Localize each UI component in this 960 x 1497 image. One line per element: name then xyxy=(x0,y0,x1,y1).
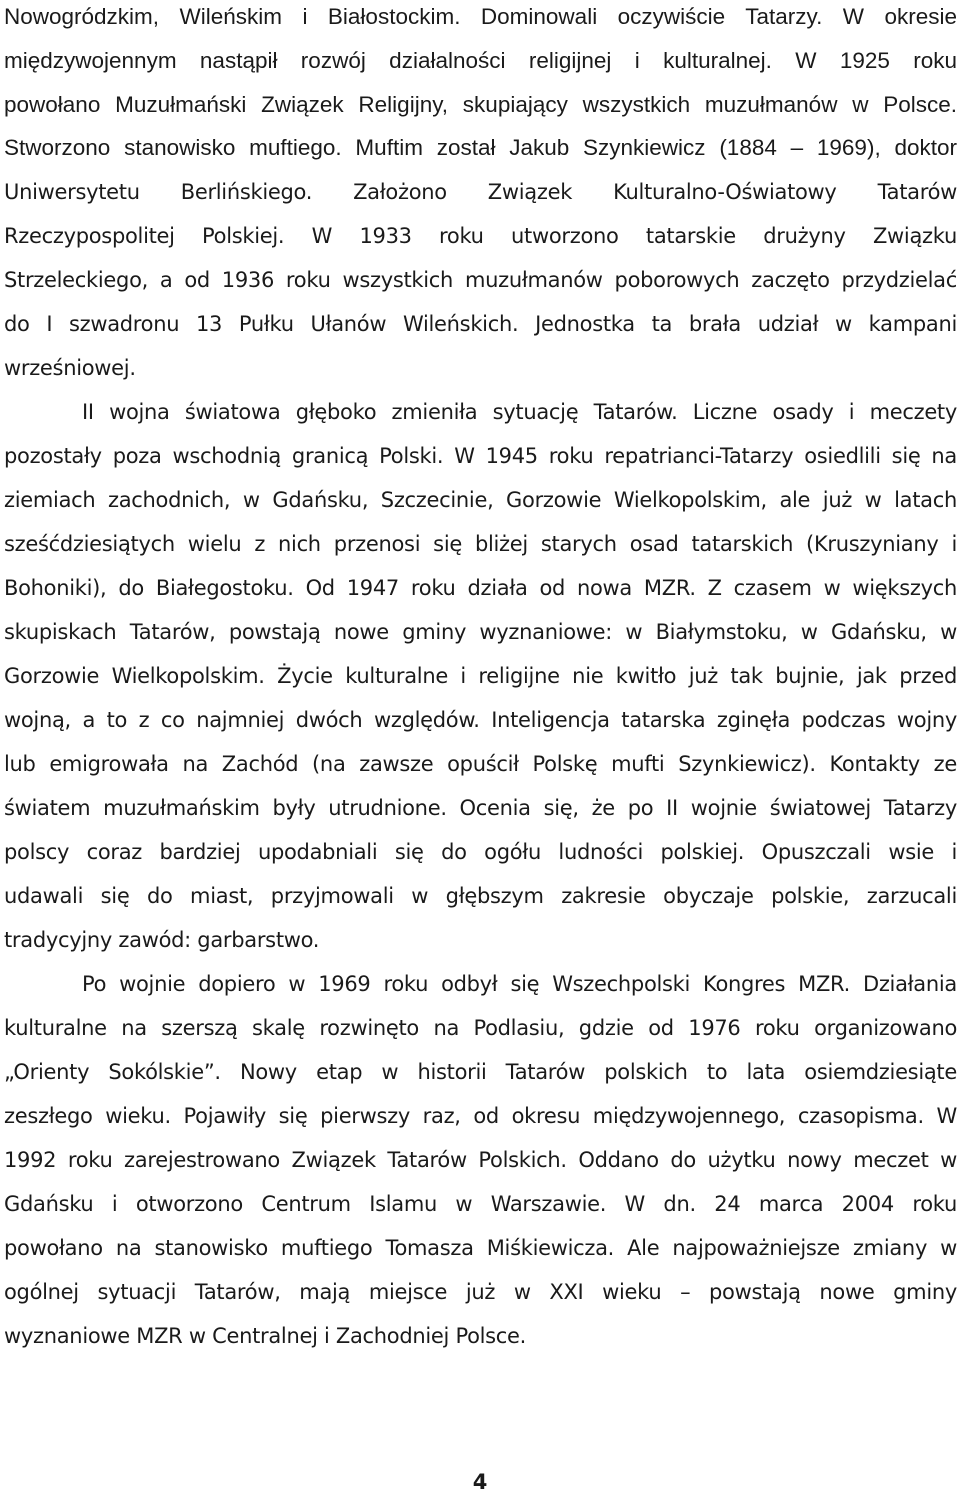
text-line: wyznaniowe MZR w Centralnej i Zachodniej Polsce. xyxy=(4,1324,527,1348)
text-line: „Orienty Sokólskie”. Nowy etap w historii Tatarów polskich to lata osiemdziesiąte xyxy=(4,1060,957,1084)
text-line: polscy coraz bardziej upodabniali się do ogółu ludności polskiej. Opuszczali wsie i xyxy=(4,840,957,864)
text-line: ziemiach zachodnich, w Gdańsku, Szczecinie, Gorzowie Wielkopolskim, ale już w latach xyxy=(4,488,957,512)
text-line: powołano Muzułmański Związek Religijny, skupiający wszystkich muzułmanów w Polsce. xyxy=(4,92,957,117)
text-line: sześćdziesiątych wielu z nich przenosi się bliżej starych osad tatarskich (Kruszyniany i xyxy=(4,532,957,556)
text-line: do I szwadronu 13 Pułku Ułanów Wileńskich. Jednostka ta brała udział w kampani xyxy=(4,312,957,336)
page-number: 4 xyxy=(472,1470,488,1494)
text-line: kulturalne na szerszą skalę rozwinęto na Podlasiu, gdzie od 1976 roku organizowano xyxy=(4,1016,957,1040)
text-line: międzywojennym nastąpił rozwój działalności religijnej i kulturalnej. W 1925 roku xyxy=(4,48,957,73)
text-line: Po wojnie dopiero w 1969 roku odbył się Wszechpolski Kongres MZR. Działania xyxy=(82,972,957,996)
text-line: II wojna światowa głęboko zmieniła sytuację Tatarów. Liczne osady i meczety xyxy=(82,400,957,424)
text-line: Rzeczypospolitej Polskiej. W 1933 roku utworzono tatarskie drużyny Związku xyxy=(4,224,957,248)
text-line: Strzeleckiego, a od 1936 roku wszystkich muzułmanów poborowych zaczęto przydzielać xyxy=(4,268,957,292)
text-line: powołano na stanowisko muftiego Tomasza Miśkiewicza. Ale najpoważniejsze zmiany w xyxy=(4,1236,957,1260)
text-line: lub emigrowała na Zachód (na zawsze opuścił Polskę mufti Szynkiewicz). Kontakty ze xyxy=(4,752,957,776)
text-line: 1992 roku zarejestrowano Związek Tatarów Polskich. Oddano do użytku nowy meczet w xyxy=(4,1148,957,1172)
text-line: Uniwersytetu Berlińskiego. Założono Związek Kulturalno-Oświatowy Tatarów xyxy=(4,180,957,204)
text-line: pozostały poza wschodnią granicą Polski. W 1945 roku repatrianci-Tatarzy osiedlili się na xyxy=(4,444,957,468)
text-line: skupiskach Tatarów, powstają nowe gminy wyznaniowe: w Białymstoku, w Gdańsku, w xyxy=(4,620,957,644)
text-line: wojną, a to z co najmniej dwóch względów. Inteligencja tatarska zginęła podczas wojny xyxy=(4,708,957,732)
text-line: Bohoniki), do Białegostoku. Od 1947 roku działa od nowa MZR. Z czasem w większych xyxy=(4,576,957,600)
text-line: tradycyjny zawód: garbarstwo. xyxy=(4,928,320,952)
text-line: wrześniowej. xyxy=(4,356,136,380)
text-line: ogólnej sytuacji Tatarów, mają miejsce już w XXI wieku – powstają nowe gminy xyxy=(4,1280,957,1304)
text-line: światem muzułmańskim były utrudnione. Ocenia się, że po II wojnie światowej Tatarzy xyxy=(4,796,957,820)
text-line: Gdańsku i otworzono Centrum Islamu w Warszawie. W dn. 24 marca 2004 roku xyxy=(4,1192,957,1216)
text-line: zeszłego wieku. Pojawiły się pierwszy raz, od okresu międzywojennego, czasopisma. W xyxy=(4,1104,957,1128)
text-line: Stworzono stanowisko muftiego. Muftim został Jakub Szynkiewicz (1884 – 1969), doktor xyxy=(4,135,957,160)
text-line: Nowogródzkim, Wileńskim i Białostockim. Dominowali oczywiście Tatarzy. W okresie xyxy=(4,4,957,29)
text-line: udawali się do miast, przyjmowali w głębszym zakresie obyczaje polskie, zarzucali xyxy=(4,884,957,908)
text-line: Gorzowie Wielkopolskim. Życie kulturalne i religijne nie kwitło już tak bujnie, jak przed xyxy=(4,664,957,688)
